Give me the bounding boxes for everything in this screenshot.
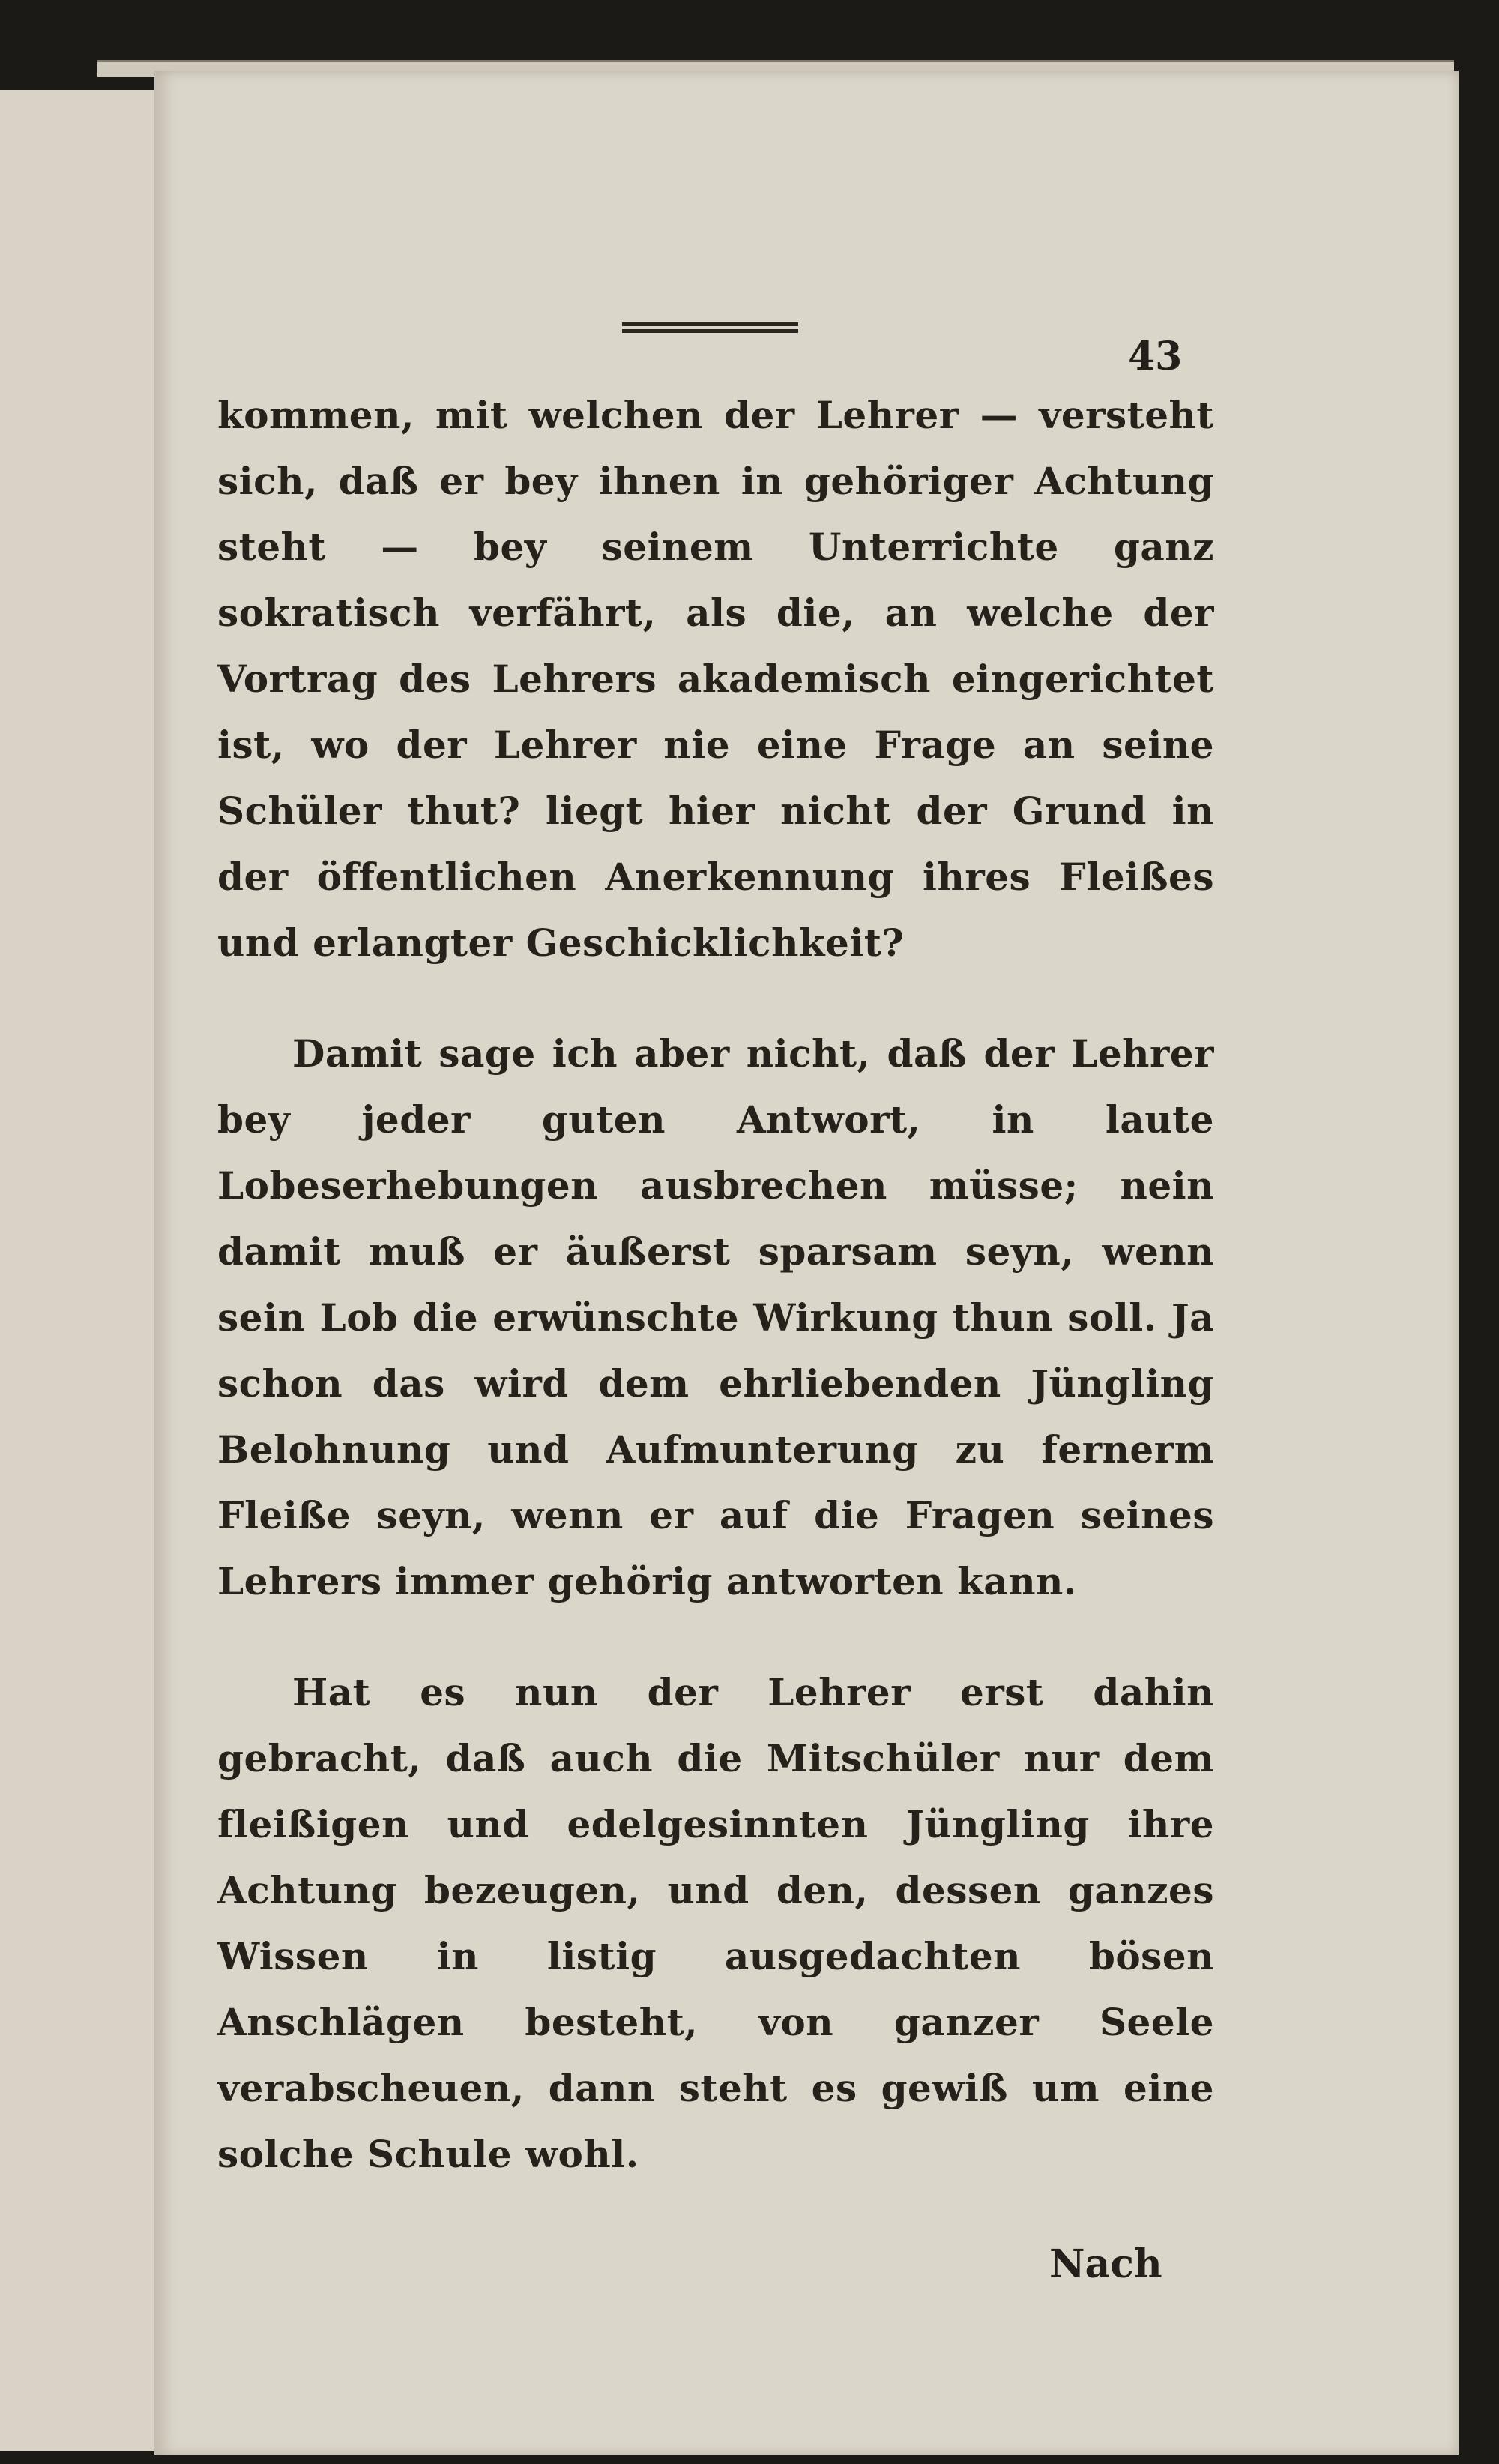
paragraph-3: Hat es nun der Lehrer erst dahin gebracht, daß auch die Mitschüler nur dem fleißigen und edelgesinnten Jüngling ihre Achtung bezeugen, und den, dessen ganzes Wissen in listig ausgedachten bösen Anschlägen besteht, von ganzer Seele verabscheuen, dann steht es gewiß um eine solche Schule wohl. — [217, 1670, 1214, 2176]
facing-page-edge — [0, 90, 162, 2451]
paragraph-2: Damit sage ich aber nicht, daß der Lehrer bey jeder guten Antwort, in laute Lobeserhebungen ausbrechen müsse; nein damit muß er äußerst sparsam seyn, wenn sein Lob die erwünschte Wirkung thun soll. Ja schon das wird dem ehrliebenden Jüngling Belohnung und Aufmunterung zu fernerm Fleiße seyn, wenn er auf die Fragen seines Lehrers immer gehörig antworten kann. — [217, 1031, 1214, 1603]
catchword: Nach — [1049, 2241, 1162, 2287]
header-rule — [622, 322, 798, 333]
body-text — [217, 382, 1214, 2187]
page-number: 43 — [1128, 334, 1183, 379]
paragraph-1: kommen, mit welchen der Lehrer — versteht sich, daß er bey ihnen in gehöriger Achtung steht — bey seinem Unterrichte ganz sokratisch verfährt, als die, an welche der Vortrag des Lehrers akademisch eingerichtet ist, wo der Lehrer nie eine Frage an seine Schüler thut? liegt hier nicht der Grund in der öffentlichen Anerkennung ihres Fleißes und erlangter Geschicklichkeit? — [217, 393, 1214, 965]
